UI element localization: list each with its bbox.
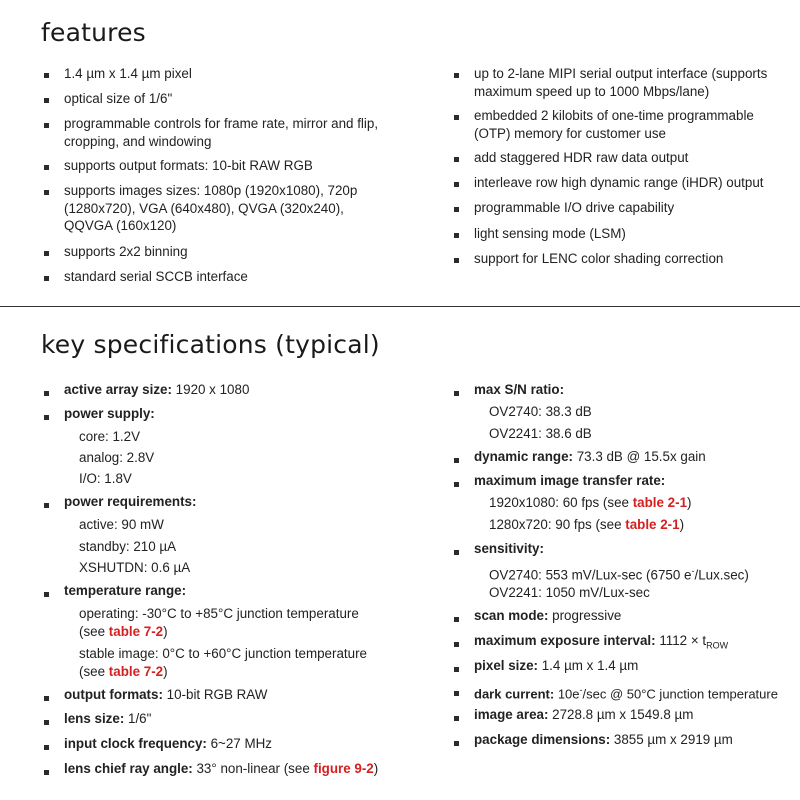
spec-dark-current: dark current: 10e-/sec @ 50°C junction temperature bbox=[474, 685, 778, 702]
spec-power-core: core: 1.2V bbox=[79, 429, 141, 444]
spec-sn-ov2241: OV2241: 38.6 dB bbox=[489, 426, 592, 441]
feature-item: supports output formats: 10-bit RAW RGB bbox=[64, 158, 313, 173]
feature-item: supports 2x2 binning bbox=[64, 244, 188, 259]
spec-lens-size: lens size: 1/6" bbox=[64, 711, 152, 726]
feature-item: up to 2-lane MIPI serial output interface (supports bbox=[474, 66, 768, 81]
bullet-icon bbox=[44, 770, 49, 775]
bullet-icon bbox=[454, 550, 459, 555]
figure-9-2-link[interactable]: figure 9-2 bbox=[313, 761, 374, 776]
section-divider bbox=[0, 306, 800, 307]
feature-item: support for LENC color shading correction bbox=[474, 251, 724, 266]
spec-sn-ov2740: OV2740: 38.3 dB bbox=[489, 404, 592, 419]
bullet-icon bbox=[44, 503, 49, 508]
bullet-icon bbox=[454, 617, 459, 622]
feature-item: embedded 2 kilobits of one-time programmable bbox=[474, 108, 754, 123]
bullet-icon bbox=[44, 98, 49, 103]
feature-item: (OTP) memory for customer use bbox=[474, 125, 666, 141]
bullet-icon bbox=[454, 741, 459, 746]
spec-power-io: I/O: 1.8V bbox=[79, 471, 132, 486]
spec-power-standby: standby: 210 µA bbox=[79, 539, 177, 554]
bullet-icon bbox=[454, 258, 459, 263]
spec-image-area: image area: 2728.8 µm x 1549.8 µm bbox=[474, 707, 694, 722]
feature-item: maximum speed up to 1000 Mbps/lane) bbox=[474, 83, 710, 99]
bullet-icon bbox=[454, 182, 459, 187]
feature-item: cropping, and windowing bbox=[64, 133, 212, 149]
spec-lens-cra: lens chief ray angle: 33° non-linear (see figure 9-2) bbox=[64, 761, 379, 776]
bullet-icon bbox=[44, 720, 49, 725]
spec-sens-ov2740: OV2740: 553 mV/Lux-sec (6750 e-/Lux.sec) bbox=[489, 566, 749, 583]
feature-item: optical size of 1/6" bbox=[64, 91, 173, 106]
bullet-icon bbox=[454, 207, 459, 212]
feature-item: QQVGA (160x120) bbox=[64, 218, 177, 233]
bullet-icon bbox=[454, 716, 459, 721]
spec-temp-operating: operating: -30°C to +85°C junction temperature bbox=[79, 606, 359, 621]
spec-max-transfer-rate: maximum image transfer rate: bbox=[474, 473, 666, 488]
spec-max-sn: max S/N ratio: bbox=[474, 382, 565, 397]
spec-rate-1080: 1920x1080: 60 fps (see table 2-1) bbox=[489, 495, 692, 510]
spec-scan-mode: scan mode: progressive bbox=[474, 608, 622, 623]
bullet-icon bbox=[454, 233, 459, 238]
spec-sensitivity: sensitivity: bbox=[474, 541, 544, 556]
feature-item: interleave row high dynamic range (iHDR) output bbox=[474, 175, 764, 190]
spec-dynamic-range: dynamic range: 73.3 dB @ 15.5x gain bbox=[474, 449, 706, 464]
bullet-icon bbox=[44, 123, 49, 128]
feature-item: programmable I/O drive capability bbox=[474, 200, 675, 215]
bullet-icon bbox=[44, 696, 49, 701]
spec-power-supply: power supply: bbox=[64, 406, 155, 421]
bullet-icon bbox=[44, 592, 49, 597]
feature-item: light sensing mode (LSM) bbox=[474, 226, 626, 241]
bullet-icon bbox=[454, 667, 459, 672]
spec-temp-stable: stable image: 0°C to +60°C junction temperature bbox=[79, 646, 367, 661]
bullet-icon bbox=[454, 482, 459, 487]
spec-power-requirements: power requirements: bbox=[64, 494, 197, 509]
table-7-2-link[interactable]: table 7-2 bbox=[108, 624, 164, 639]
bullet-icon bbox=[454, 115, 459, 120]
bullet-icon bbox=[454, 73, 459, 78]
bullet-icon bbox=[44, 745, 49, 750]
key-specifications-heading: key specifications (typical) bbox=[41, 330, 380, 359]
spec-power-active: active: 90 mW bbox=[79, 517, 164, 532]
table-2-1-link[interactable]: table 2-1 bbox=[625, 517, 680, 532]
bullet-icon bbox=[44, 391, 49, 396]
bullet-icon bbox=[44, 276, 49, 281]
bullet-icon bbox=[44, 190, 49, 195]
bullet-icon bbox=[454, 458, 459, 463]
spec-power-analog: analog: 2.8V bbox=[79, 450, 155, 465]
feature-item: add staggered HDR raw data output bbox=[474, 150, 689, 165]
spec-temperature-range: temperature range: bbox=[64, 583, 187, 598]
spec-sens-ov2241: OV2241: 1050 mV/Lux-sec bbox=[489, 585, 650, 600]
bullet-icon bbox=[454, 642, 459, 647]
spec-power-xshutdn: XSHUTDN: 0.6 µA bbox=[79, 560, 191, 575]
spec-input-clock: input clock frequency: 6~27 MHz bbox=[64, 736, 272, 751]
feature-item: (1280x720), VGA (640x480), QVGA (320x240), bbox=[64, 200, 344, 216]
bullet-icon bbox=[454, 691, 459, 696]
table-2-1-link[interactable]: table 2-1 bbox=[632, 495, 688, 510]
bullet-icon bbox=[44, 415, 49, 420]
spec-rate-720: 1280x720: 90 fps (see table 2-1) bbox=[489, 517, 685, 532]
spec-active-array: active array size: 1920 x 1080 bbox=[64, 382, 250, 397]
spec-temp-stable-ref: (see table 7-2) bbox=[79, 664, 168, 679]
features-heading: features bbox=[41, 18, 146, 47]
spec-temp-operating-ref: (see table 7-2) bbox=[79, 624, 168, 639]
spec-pixel-size: pixel size: 1.4 µm x 1.4 µm bbox=[474, 658, 639, 673]
bullet-icon bbox=[44, 251, 49, 256]
feature-item: supports images sizes: 1080p (1920x1080), 720p bbox=[64, 183, 358, 198]
feature-item: programmable controls for frame rate, mirror and flip, bbox=[64, 116, 379, 131]
spec-package-dimensions: package dimensions: 3855 µm x 2919 µm bbox=[474, 732, 733, 747]
bullet-icon bbox=[454, 157, 459, 162]
bullet-icon bbox=[44, 73, 49, 78]
feature-item: standard serial SCCB interface bbox=[64, 269, 248, 284]
bullet-icon bbox=[44, 165, 49, 170]
spec-max-exposure: maximum exposure interval: $1112 \times t_{ROW}$ bbox=[474, 633, 729, 651]
feature-item: 1.4 µm x 1.4 µm pixel bbox=[64, 66, 192, 81]
table-7-2-link[interactable]: table 7-2 bbox=[108, 664, 164, 679]
bullet-icon bbox=[454, 391, 459, 396]
spec-output-formats: output formats: 10-bit RGB RAW bbox=[64, 687, 268, 702]
